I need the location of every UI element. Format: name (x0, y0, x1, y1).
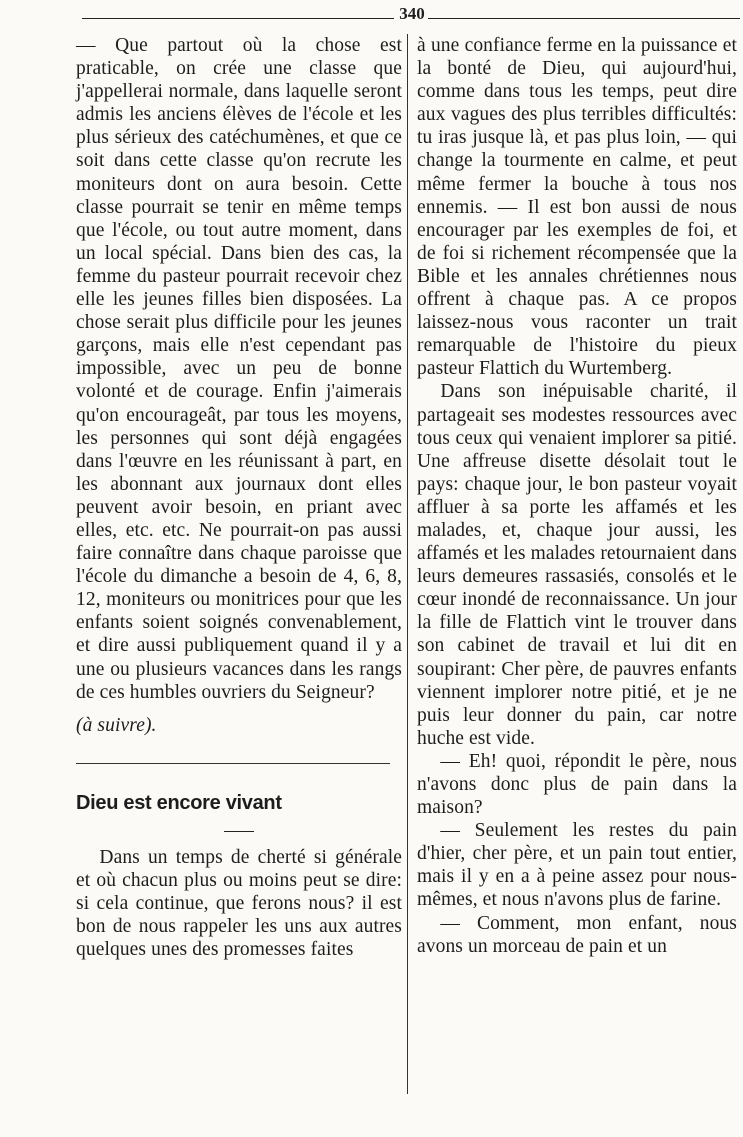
header-rule-right (428, 18, 740, 19)
body-paragraph: — Que partout où la chose est praticable, on crée une classe que j'appellerai normale, dans laquelle seront admis les anciens élèves de l'école et les plus sérieux des catéchumènes, et que ce soit dans cette classe qu'on recrute les moniteurs dont on aura besoin. Cette classe pourrait se tenir en même temps que l'école, ou tout autre moment, dans un local spécial. Dans bien des cas, la femme du pasteur pourrait recevoir chez elle les jeunes filles bien disposées. La chose serait plus difficile pour les jeunes garçons, mais elle n'est cependant pas impossible, avec un peu de bonne volonté et de courage. Enfin j'aimerais qu'on encourageât, par tous les moyens, les personnes qui sont déjà engagées dans l'œuvre en les réunissant à part, en les abonnant aux journaux dont elles peuvent avoir besoin, en priant avec elles, etc. etc. Ne pourrait-on pas aussi faire connaître dans chaque paroisse que l'école du dimanche a besoin de 4, 6, 8, 12, moniteurs ou monitrices pour que les enfants soient soignés convenablement, et dire aussi publiquement quand il y a une ou plusieurs vacances dans les rangs de ces humbles ouvriers du Seigneur? (76, 35, 402, 703)
title-dash (224, 831, 254, 832)
dialogue-paragraph: — Eh! quoi, répondit le père, nous n'avons donc plus de pain dans la maison? (417, 750, 737, 819)
article-title: Dieu est encore vivant (76, 791, 282, 814)
article-intro-paragraph: Dans un temps de cherté si générale et où chacun plus ou moins peut se dire: si cela continue, que ferons nous? il est bon de nous rappeler les uns aux autres quelques unes des promesses faites (76, 846, 402, 961)
body-paragraph: à une confiance ferme en la puissance et la bonté de Dieu, qui aujourd'hui, comme dans tous les temps, peut dire aux vagues des plus terribles difficultés: tu iras jusque là, et pas plus loin, — qui change la tourmente en calme, et peut même fermer la bouche à tous nos ennemis. — Il est bon aussi de nous encourager par les exemples de foi, et de foi si richement récompensée que la Bible et les annales chrétiennes nous offrent à chaque pas. A ce propos laissez-nous vous raconter un trait remarquable de l'histoire du pieux pasteur Flattich du Wurtemberg. (417, 35, 737, 380)
right-column (417, 34, 737, 958)
section-divider (76, 763, 390, 764)
to-be-continued: (à suivre). (76, 714, 157, 736)
column-divider (407, 34, 408, 1094)
body-paragraph: Dans son inépuisable charité, il partageait ses modestes ressources avec tous ceux qui venaient implorer sa pitié. Une affreuse disette désolait tout le pays: chaque jour, le bon pasteur voyait affluer à sa porte les affamés et les malades, et, chaque jour aussi, les affamés et les malades retournaient dans leurs demeures rassasiés, consolés et le cœur inondé de reconnaissance. Un jour la fille de Flattich vint le trouver dans son cabinet de travail et lui dit en soupirant: Cher père, de pauvres enfants viennent implorer notre pitié, et je ne puis leur donner du pain, car notre huche est vide. (417, 381, 737, 749)
left-column (76, 34, 402, 961)
dialogue-paragraph: — Comment, mon enfant, nous avons un morceau de pain et un (417, 912, 737, 957)
dialogue-paragraph: — Seulement les restes du pain d'hier, cher père, et un pain tout entier, mais il y en a à peine assez pour nous-mêmes, et nous n'avons plus de farine. (417, 820, 737, 911)
page-number: 340 (399, 4, 425, 23)
header-rule-left (82, 18, 394, 19)
